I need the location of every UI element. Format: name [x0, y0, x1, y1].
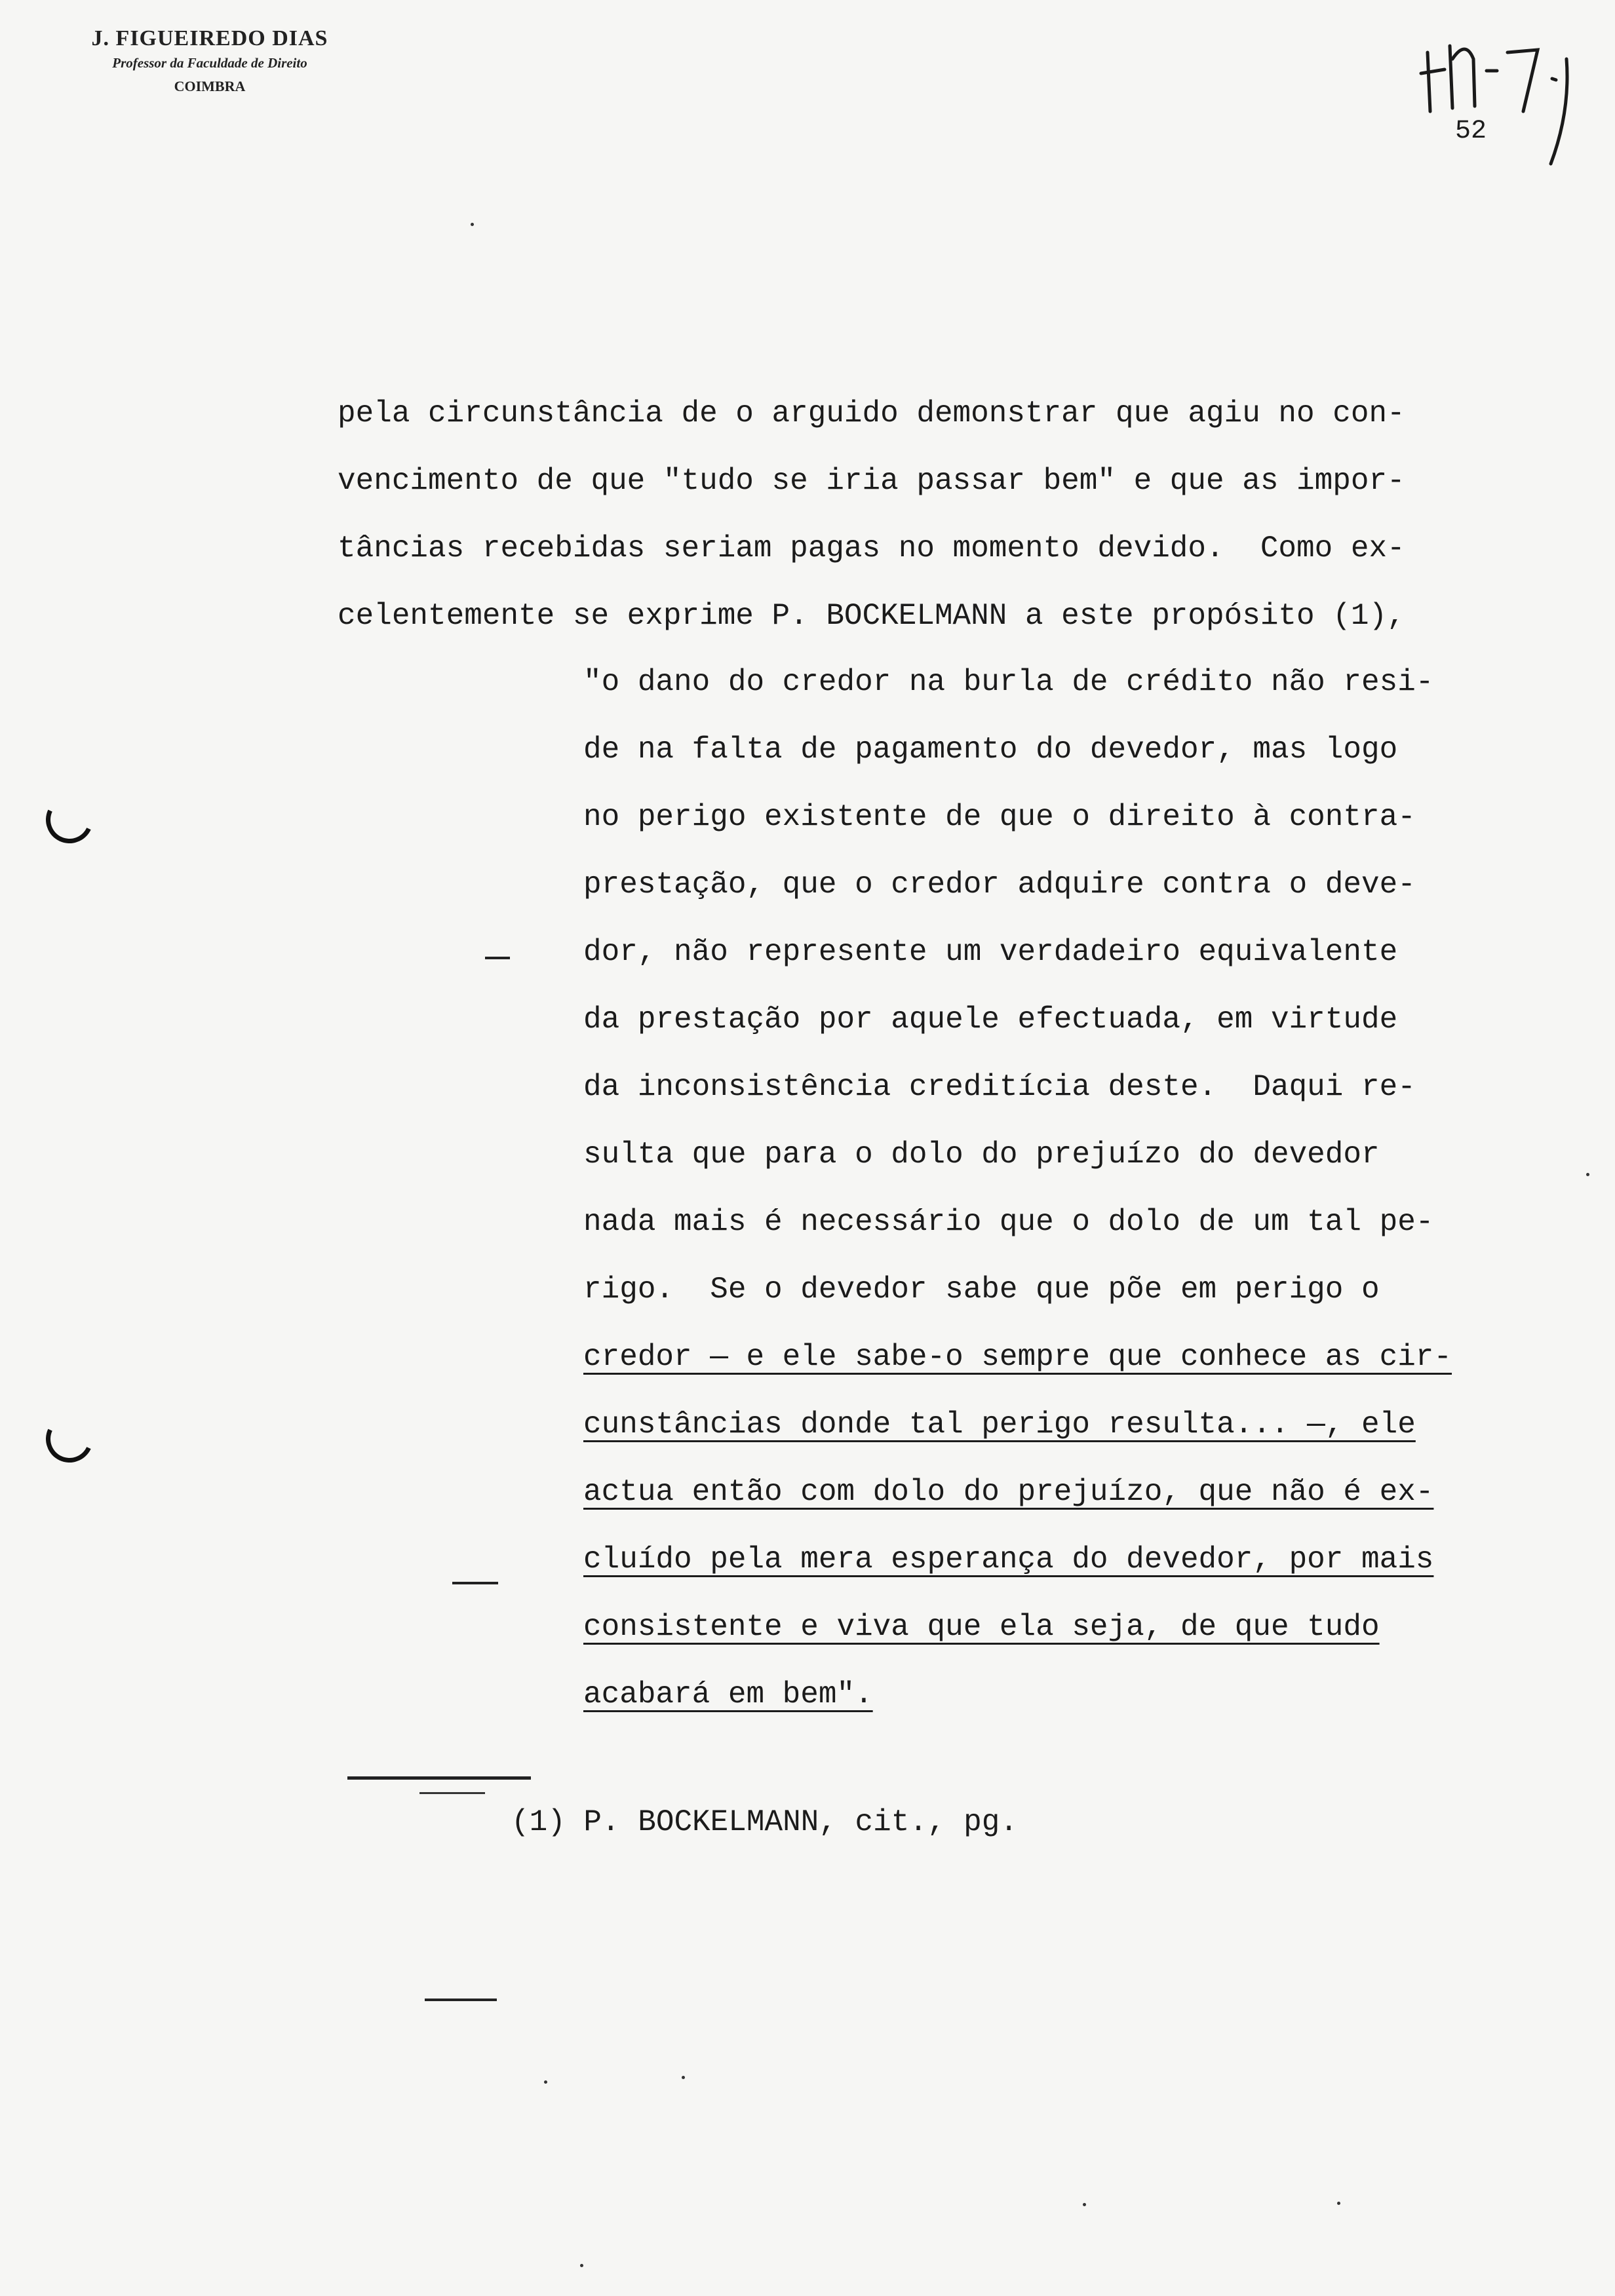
author-city: COIMBRA — [174, 78, 246, 94]
quote-line: "o dano do credor na burla de crédito não resi- — [583, 665, 1434, 699]
quote-line: prestação, que o credor adquire contra o deve- — [583, 868, 1416, 902]
footnote: (1) P. BOCKELMANN, cit., pg. — [511, 1805, 1018, 1839]
quote-line: rigo. Se o devedor sabe que põe em perigo o — [583, 1272, 1380, 1307]
dust-speck — [682, 2076, 685, 2079]
quote-line-underlined: consistente e viva que ela seja, de que tudo — [583, 1610, 1380, 1644]
quote-line: da inconsistência creditícia deste. Daqui re- — [583, 1070, 1416, 1104]
quote-line: nada mais é necessário que o dolo de um tal pe- — [583, 1205, 1434, 1239]
quote-line-underlined: credor — e ele sabe-o sempre que conhece as cir- — [583, 1340, 1452, 1374]
author-role: Professor da Faculdade de Direito — [112, 55, 307, 71]
dust-speck — [1337, 2202, 1340, 2205]
quote-line: de na falta de pagamento do devedor, mas logo — [583, 733, 1398, 767]
stray-dash-mark — [485, 957, 510, 959]
footnote-separator — [347, 1776, 531, 1780]
dust-speck — [544, 2080, 547, 2084]
quote-line: sulta que para o dolo do prejuízo do devedor — [583, 1138, 1380, 1172]
dust-speck — [1083, 2203, 1086, 2206]
body-paragraph — [338, 380, 1544, 650]
author-name: J. FIGUEIREDO DIAS — [91, 26, 328, 50]
block-quote — [583, 649, 1573, 1729]
body-line: celentemente se exprime P. BOCKELMANN a este propósito (1), — [338, 599, 1405, 633]
quote-line-underlined: cunstâncias donde tal perigo resulta... —, ele — [583, 1407, 1416, 1442]
stray-dash-mark — [452, 1582, 498, 1584]
quote-line: no perigo existente de que o direito à contra- — [583, 800, 1416, 834]
letterhead — [0, 26, 419, 95]
punch-hole-mark — [39, 1409, 100, 1469]
dust-speck — [1586, 1173, 1589, 1176]
quote-line: dor, não represente um verdadeiro equivalente — [583, 935, 1398, 969]
body-line: tâncias recebidas seriam pagas no momento devido. Como ex- — [338, 531, 1405, 565]
quote-line-underlined: acabará em bem". — [583, 1677, 873, 1712]
stray-dash-mark — [425, 1999, 497, 2001]
punch-hole-mark — [39, 790, 100, 850]
footnote-separator-short — [419, 1792, 485, 1794]
dust-speck — [471, 223, 474, 226]
dust-speck — [580, 2264, 583, 2267]
page-number: 52 — [1455, 117, 1487, 146]
quote-line-underlined: actua então com dolo do prejuízo, que não é ex- — [583, 1475, 1434, 1509]
quote-line-underlined: cluído pela mera esperança do devedor, por mais — [583, 1542, 1434, 1577]
quote-line: da prestação por aquele efectuada, em virtude — [583, 1003, 1398, 1037]
body-line: vencimento de que "tudo se iria passar bem" e que as impor- — [338, 464, 1405, 498]
handwritten-folio-mark — [1416, 33, 1586, 177]
body-line: pela circunstância de o arguido demonstrar que agiu no con- — [338, 396, 1405, 430]
